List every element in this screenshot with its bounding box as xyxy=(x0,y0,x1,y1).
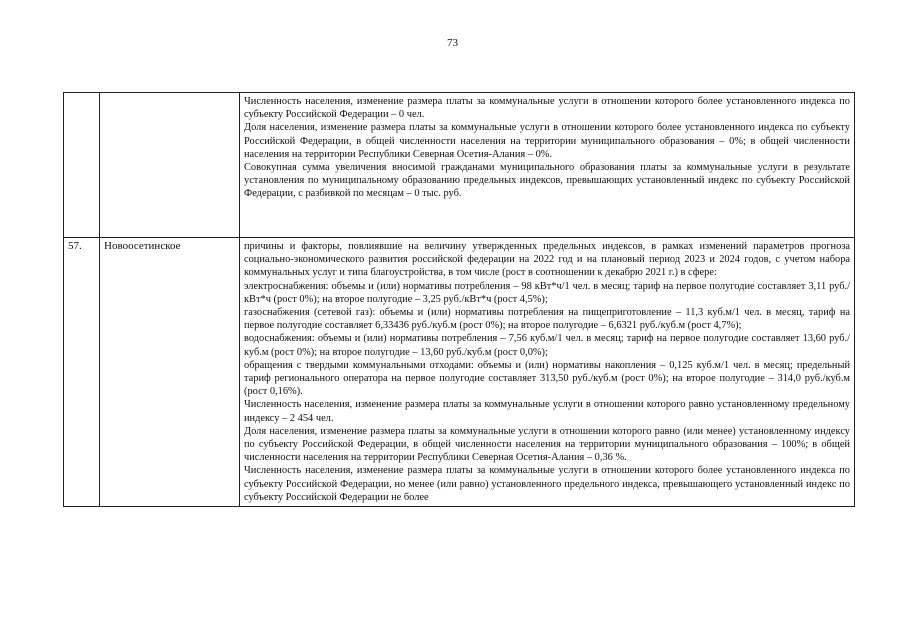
municipality-name: Новоосетинское xyxy=(100,238,240,507)
page-number: 73 xyxy=(447,37,458,49)
paragraph: обращения с твердыми коммунальными отходами: объемы и (или) нормативы накопления – 0,125 куб.м/1 чел. в месяц; предельный тариф регионального оператора на первое полугодие составляет 313,50 руб./куб.м (рост 0%); на второе полугодие – 314,0 руб./куб.м (рост 0,16%). xyxy=(244,359,850,398)
paragraph: Численность населения, изменение размера платы за коммунальные услуги в отношении которого более установленного индекса по субъекту Российской Федерации, но менее (или равно) установленного предельного индекса, превышающего установленный индекс по субъекту Российской Федерации не более xyxy=(244,465,850,503)
municipality-name xyxy=(100,93,240,238)
table-row xyxy=(64,93,855,238)
paragraph: Доля населения, изменение размера платы за коммунальные услуги в отношении которого более установленного индекса по субъекту Российской Федерации, в общей численности населения на территории муниципального образования – 0%; в общей численности населения на территории Республики Северная Осетия-Алания – 0%. xyxy=(244,122,850,160)
paragraph: Численность населения, изменение размера платы за коммунальные услуги в отношении которого равно установленному предельному индексу – 2 454 чел. xyxy=(244,399,850,424)
paragraph: Совокупная сумма увеличения вносимой гражданами муниципального образования платы за коммунальные услуги в результате установления по муниципальному образованию предельных индексов, превышающих установленный индекс по субъекту Российской Федерации, с разбивкой по месяцам – 0 тыс. руб. xyxy=(244,162,850,200)
row-number xyxy=(64,93,100,238)
paragraph: Численность населения, изменение размера платы за коммунальные услуги в отношении которого более установленного индекса по субъекту Российской Федерации – 0 чел. xyxy=(244,96,850,121)
row-number: 57. xyxy=(64,238,100,507)
row-description xyxy=(240,93,855,238)
paragraph: электроснабжения: объемы и (или) нормативы потребления – 98 кВт*ч/1 чел. в месяц; тариф на первое полугодие составляет 3,11 руб./кВт*ч (рост 0%); на второе полугодие – 3,25 руб./кВт*ч (рост 4,5%); xyxy=(244,280,850,305)
table-row xyxy=(64,238,855,507)
paragraph: причины и факторы, повлиявшие на величину утвержденных предельных индексов, в рамках изменений параметров прогноза социально-экономического развития российской федерации на 2022 год и на плановый период 2023 и 2024 годов, с учетом набора коммунальных услуг и типа благоустройства, в том числе (рост в соотношении к декабрю 2021 г.) в сфере: xyxy=(244,241,850,279)
document-table xyxy=(63,92,855,507)
paragraph: Доля населения, изменение размера платы за коммунальные услуги в отношении которого равно (или менее) установленному индексу по субъекту Российской Федерации, в общей численности населения на территории муниципального образования – 100%; в общей численности населения на территории Республики Северная Осетия-Алания – 0,36 %. xyxy=(244,425,850,464)
row-description xyxy=(240,238,855,507)
paragraph: газоснабжения (сетевой газ): объемы и (или) нормативы потребления на пищеприготовление – 11,3 куб.м/1 чел. в месяц, тариф на первое полугодие составляет 6,33436 руб./куб.м (рост 0%); на второе полугодие – 6,6321 руб./куб.м (рост 4,7%); xyxy=(244,307,850,332)
paragraph: водоснабжения: объемы и (или) нормативы потребления – 7,56 куб.м/1 чел. в месяц; тариф на первое полугодие составляет 13,60 руб./куб.м (рост 0%); на второе полугодие – 13,60 руб./куб.м (рост 0,0%); xyxy=(244,333,850,358)
